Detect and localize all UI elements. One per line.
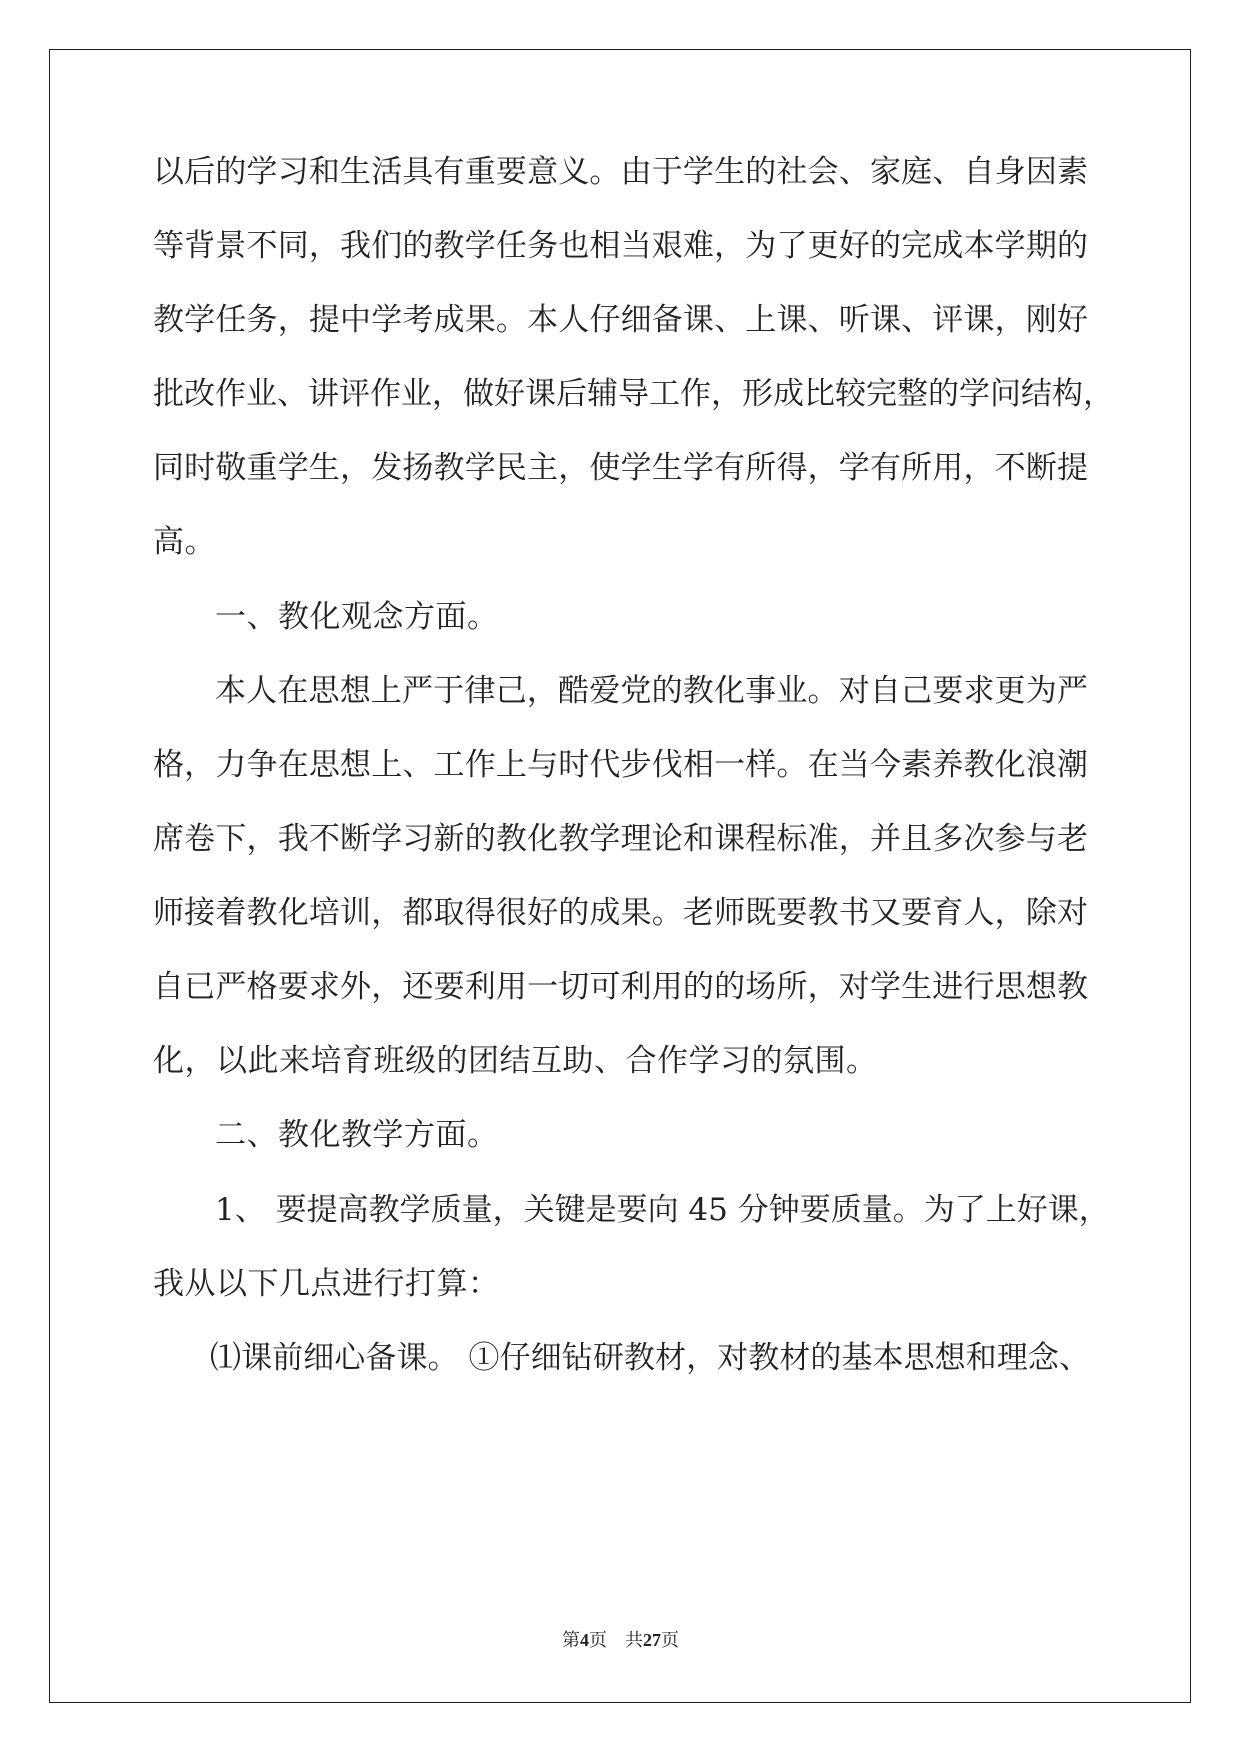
page-border [49, 49, 1191, 1703]
total-page-count: 27 [643, 1630, 661, 1650]
text-line: 席卷下，我不断学习新的教化教学理论和课程标准，并且多次参与老 [153, 821, 1088, 857]
text-line: 以后的学习和生活具有重要意义。由于学生的社会、家庭、自身因素 [153, 154, 1088, 190]
footer-prefix: 第 [562, 1630, 580, 1650]
section-heading: 一、教化观念方面。 [215, 599, 499, 635]
text-line: 等背景不同，我们的教学任务也相当艰难，为了更好的完成本学期的 [153, 228, 1088, 264]
text-line: 化，以此来培育班级的团结互助、合作学习的氛围。 [153, 1043, 878, 1079]
footer-mid: 页 共 [589, 1630, 643, 1650]
text-line: 教学任务，提中学考成果。本人仔细备课、上课、听课、评课，刚好 [153, 302, 1088, 338]
text-line: 自已严格要求外，还要利用一切可利用的的场所，对学生进行思想教 [153, 969, 1088, 1005]
text-line: 同时敬重学生，发扬教学民主，使学生学有所得，学有所用，不断提 [153, 450, 1088, 486]
current-page-number: 4 [580, 1630, 589, 1650]
section-heading: 二、教化教学方面。 [215, 1117, 499, 1153]
text-line: 师接着教化培训，都取得很好的成果。老师既要教书又要育人，除对 [153, 895, 1088, 931]
text-line: 格，力争在思想上、工作上与时代步伐相一样。在当今素养教化浪潮 [153, 747, 1088, 783]
text-line: 我从以下几点进行打算： [153, 1266, 500, 1302]
text-line: 批改作业、讲评作业，做好课后辅导工作，形成比较完整的学问结构， [153, 376, 1114, 412]
text-line: 本人在思想上严于律己，酷爱党的教化事业。对自己要求更为严 [215, 673, 1088, 709]
footer-suffix: 页 [661, 1630, 679, 1650]
text-line: 高。 [153, 524, 216, 560]
page-footer [0, 1626, 1241, 1652]
text-line: 1、 要提高教学质量，关键是要向 45 分钟要质量。为了上好课， [215, 1192, 1110, 1228]
text-line: ⑴课前细心备课。 ①仔细钻研教材，对教材的基本思想和理念、 [210, 1340, 1090, 1376]
